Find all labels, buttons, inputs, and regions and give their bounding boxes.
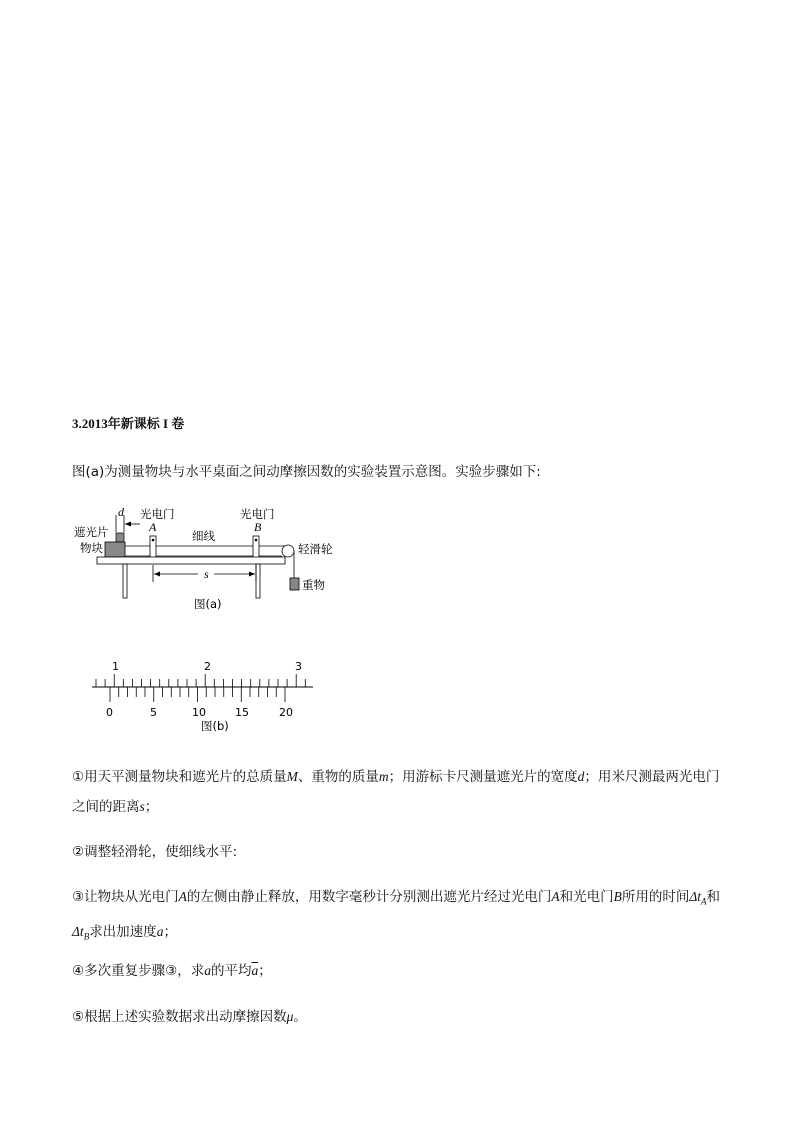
label-gate-left: 光电门 bbox=[140, 507, 175, 521]
step-1-text: 、重物的质量 bbox=[297, 769, 379, 785]
step-1-text: ； bbox=[144, 799, 159, 815]
step-2: ②调整轻滑轮，使细线水平: bbox=[72, 844, 238, 860]
label-shade: 遮光片 bbox=[74, 525, 109, 539]
sub-B: B bbox=[83, 931, 90, 942]
label-B: B bbox=[254, 520, 262, 534]
step-5-text: ⑤根据上述实验数据求出动摩擦因数 bbox=[72, 1009, 287, 1025]
main-label-3: 3 bbox=[295, 660, 302, 673]
var-B: B bbox=[613, 889, 622, 904]
var-A: A bbox=[551, 889, 560, 904]
var-a: a bbox=[204, 963, 211, 978]
step-3-text: 和光电门 bbox=[559, 889, 614, 905]
var-A: A bbox=[178, 889, 187, 904]
var-s: s bbox=[139, 799, 145, 814]
var-delta-t: Δt bbox=[72, 923, 84, 939]
step-1-text: ；用米尺测最两光电门之间的距离 bbox=[72, 769, 720, 815]
var-d: d bbox=[577, 769, 585, 784]
step-3-text: ③让物块从光电门 bbox=[72, 889, 179, 905]
step-3-text: 所用的时间 bbox=[621, 889, 690, 905]
sub-A: A bbox=[701, 896, 707, 907]
vernier-label-10: 10 bbox=[192, 706, 206, 719]
var-M: M bbox=[286, 769, 298, 784]
step-4-text: ； bbox=[258, 963, 272, 979]
label-d: d bbox=[118, 505, 124, 519]
label-string: 细线 bbox=[192, 529, 215, 543]
problem-title: 3.2013年新课标 I 卷 bbox=[72, 416, 185, 431]
label-gate-right: 光电门 bbox=[240, 507, 275, 521]
var-a: a bbox=[156, 923, 164, 939]
var-a-bar: $\overline{a}$ bbox=[251, 963, 259, 978]
main-scale-ticks bbox=[96, 674, 305, 687]
step-1 bbox=[72, 762, 732, 822]
var-delta-t: Δt bbox=[689, 889, 702, 904]
label-pulley: 轻滑轮 bbox=[298, 542, 333, 556]
step-4-text: ④多次重复步骤③，求 bbox=[72, 963, 205, 979]
label-weight: 重物 bbox=[302, 578, 325, 592]
label-block: 物块 bbox=[80, 541, 103, 555]
vernier-label-5: 5 bbox=[150, 706, 157, 719]
step-4 bbox=[72, 956, 732, 986]
figure-b-caption: 图(b) bbox=[201, 719, 229, 733]
step-5 bbox=[72, 1002, 732, 1032]
vernier-label-20: 20 bbox=[279, 706, 293, 719]
step-4-text: 的平均 bbox=[210, 963, 252, 979]
vernier-label-15: 15 bbox=[235, 706, 249, 719]
problem-intro: 图(a)为测量物块与水平桌面之间动摩擦因数的实验装置示意图。实验步骤如下: bbox=[72, 464, 541, 480]
step-3-text: ； bbox=[163, 923, 177, 940]
label-A: A bbox=[149, 520, 157, 534]
vernier-label-0: 0 bbox=[106, 706, 113, 719]
vernier-scale-ticks bbox=[110, 687, 285, 702]
step-1-text: ；用游标卡尺测量遮光片的宽度 bbox=[388, 769, 578, 785]
figure-a-caption: 图(a) bbox=[194, 597, 222, 611]
step-3-text: 求出加速度 bbox=[89, 923, 157, 940]
var-mu: μ bbox=[286, 1009, 294, 1024]
main-label-2: 2 bbox=[204, 660, 211, 673]
main-label-1: 1 bbox=[112, 660, 119, 673]
step-3-text: 的左侧由静止释放，用数字毫秒计分别测出遮光片经过光电门 bbox=[186, 889, 552, 905]
label-s: s bbox=[204, 567, 209, 581]
step-3-text: 和 bbox=[706, 889, 721, 905]
step-1-text: ①用天平测量物块和遮光片的总质量 bbox=[72, 769, 287, 785]
step-3 bbox=[72, 882, 732, 951]
step-5-text: 。 bbox=[293, 1009, 307, 1025]
var-m: m bbox=[378, 769, 389, 784]
